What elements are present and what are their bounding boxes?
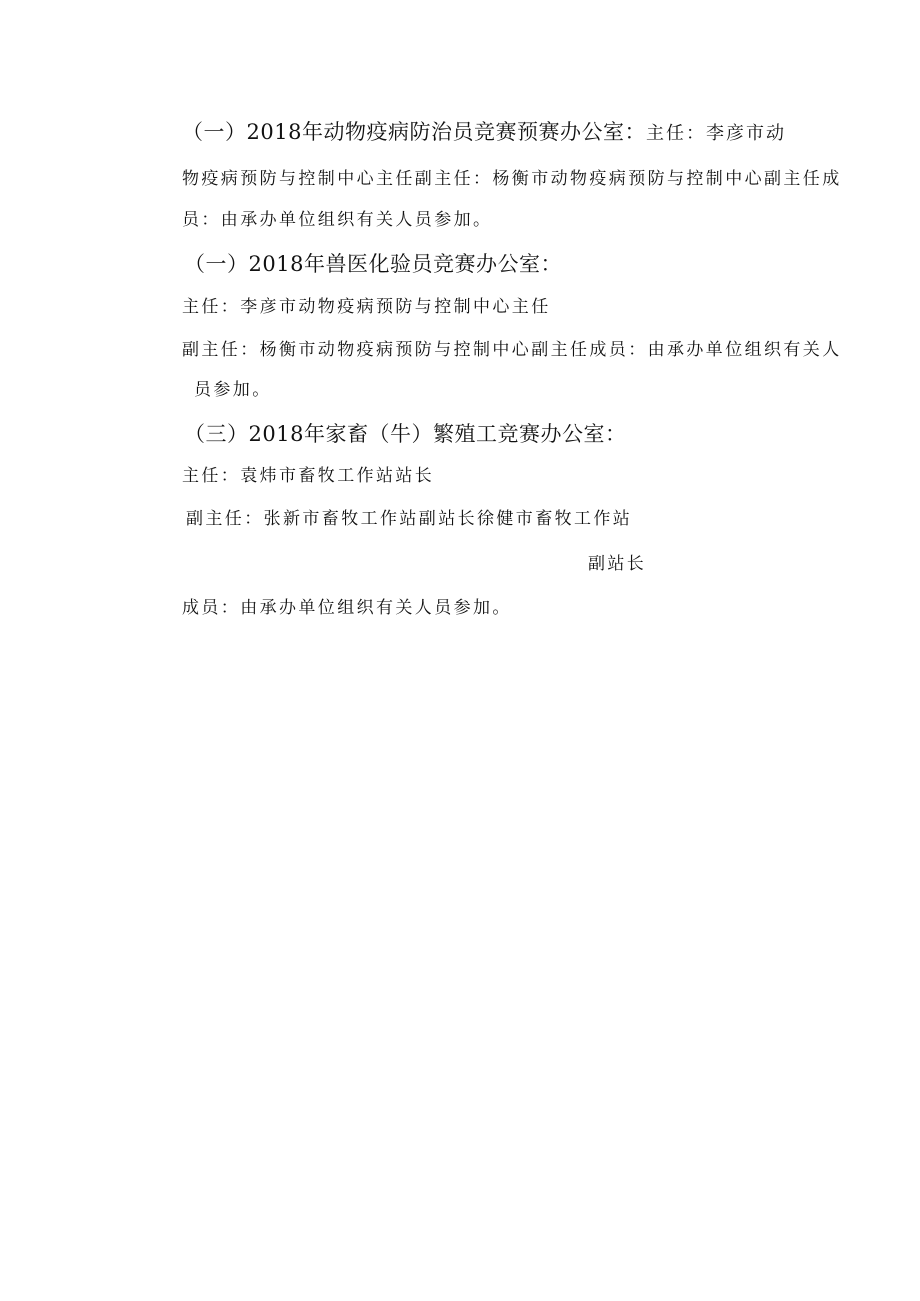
section3-director: 主任：袁炜市畜牧工作站站长	[182, 466, 435, 486]
section1-line2: 物疫病预防与控制中心主任副主任：杨衡市动物疫病预防与控制中心副主任成	[182, 169, 842, 189]
section2-deputy-line2: 员参加。	[194, 380, 272, 400]
section3-deputy-line2: 副站长	[588, 554, 647, 574]
section3-members: 成员：由承办单位组织有关人员参加。	[182, 598, 512, 618]
section1-heading-line	[182, 122, 786, 143]
section1-heading-tail: 主任：李彦市动	[645, 123, 786, 144]
section1-heading: （一）2018年动物疫病防治员竞赛预赛办公室：	[182, 120, 646, 144]
section2-director: 主任：李彦市动物疫病预防与控制中心主任	[182, 297, 551, 317]
section3-deputy-line1: 副主任：张新市畜牧工作站副站长徐健市畜牧工作站	[186, 509, 633, 529]
section3-heading: （三）2018年家畜（牛）繁殖工竞赛办公室：	[184, 422, 627, 446]
section2-heading: （一）2018年兽医化验员竞赛办公室：	[184, 252, 562, 276]
section2-deputy-line1: 副主任：杨衡市动物疫病预防与控制中心副主任成员：由承办单位组织有关人	[182, 340, 842, 360]
section1-line3: 员：由承办单位组织有关人员参加。	[182, 210, 493, 230]
